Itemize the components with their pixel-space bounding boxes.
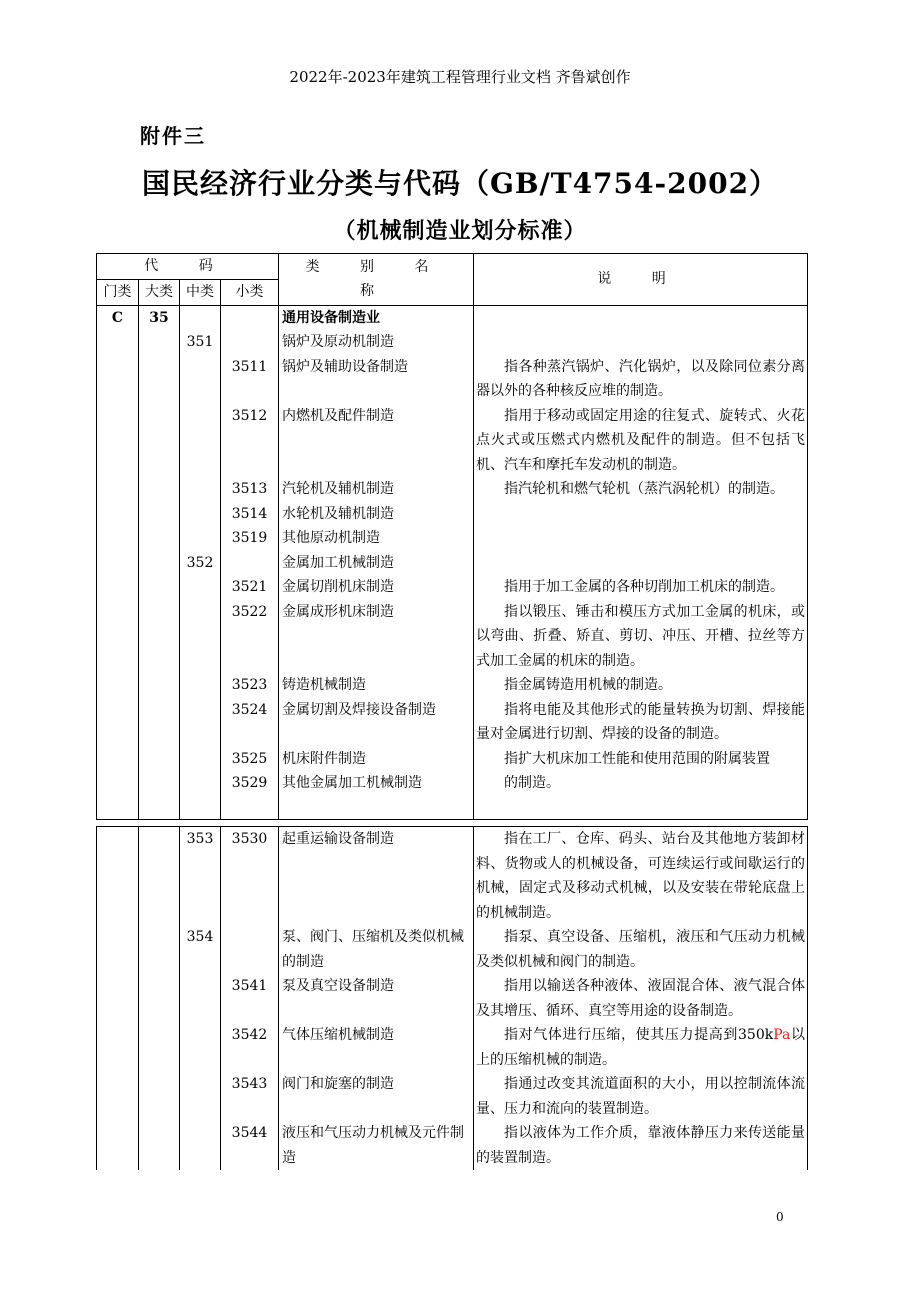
category-name-cell: 汽轮机及辅机制造 <box>279 477 474 502</box>
description-cell: 指以液体为工作介质，靠液体静压力来传送能量的装置制造。 <box>474 1121 808 1170</box>
code-zhong-cell <box>180 404 221 478</box>
category-name-cell: 气体压缩机械制造 <box>279 1023 474 1072</box>
table-row <box>97 355 808 404</box>
category-name-header: 类 别 名 称 <box>279 254 474 306</box>
code-da-cell <box>139 551 180 576</box>
table-row <box>97 477 808 502</box>
table-row <box>97 551 808 576</box>
code-xiao-cell: 3541 <box>221 974 279 1023</box>
code-men-cell <box>97 502 139 527</box>
description-cell: 指以锻压、锤击和模压方式加工金属的机床，或以弯曲、折叠、矫直、剪切、冲压、开槽、拉丝等方式加工金属的机床的制造。 <box>474 600 808 674</box>
code-xiao-cell: 3523 <box>221 673 279 698</box>
code-da-cell <box>139 330 180 355</box>
table-row <box>97 575 808 600</box>
description-cell: 指用以输送各种液体、液固混合体、液气混合体及其增压、循环、真空等用途的设备制造。 <box>474 974 808 1023</box>
category-name-cell: 泵及真空设备制造 <box>279 974 474 1023</box>
code-zhong-cell <box>180 1023 221 1072</box>
da-header: 大类 <box>139 279 180 305</box>
category-name-cell: 内燃机及配件制造 <box>279 404 474 478</box>
code-zhong-cell <box>180 526 221 551</box>
code-da-cell <box>139 974 180 1023</box>
description-cell <box>474 526 808 551</box>
code-xiao-cell: 3529 <box>221 771 279 796</box>
table-row <box>97 747 808 772</box>
category-name-cell: 其他金属加工机械制造 <box>279 771 474 796</box>
code-zhong-cell <box>180 673 221 698</box>
table-row <box>97 600 808 674</box>
code-men-cell <box>97 575 139 600</box>
table-row <box>97 925 808 974</box>
code-xiao-cell <box>221 305 279 330</box>
code-men-cell <box>97 1072 139 1121</box>
description-cell <box>474 502 808 527</box>
description-cell: 指泵、真空设备、压缩机，液压和气压动力机械及类似机械和阀门的制造。 <box>474 925 808 974</box>
code-xiao-cell: 3524 <box>221 698 279 747</box>
table-row <box>97 502 808 527</box>
xiao-header: 小类 <box>221 279 279 305</box>
code-zhong-cell <box>180 575 221 600</box>
table-body-part2 <box>97 827 808 1171</box>
code-da-cell <box>139 771 180 796</box>
code-men-cell <box>97 771 139 796</box>
code-header: 代 码 <box>97 254 279 280</box>
code-xiao-cell: 3543 <box>221 1072 279 1121</box>
document-title: 国民经济行业分类与代码（GB/T4754-2002） <box>141 167 779 200</box>
classification-table-part1 <box>96 253 808 820</box>
code-zhong-cell <box>180 477 221 502</box>
category-name-cell: 水轮机及辅机制造 <box>279 502 474 527</box>
code-men-cell <box>97 404 139 478</box>
description-cell: 指将电能及其他形式的能量转换为切割、焊接能量对金属进行切割、焊接的设备的制造。 <box>474 698 808 747</box>
code-zhong-cell: 353 <box>180 827 221 926</box>
code-men-cell <box>97 925 139 974</box>
code-zhong-cell: 351 <box>180 330 221 355</box>
page-number: 0 <box>776 1210 784 1224</box>
document-subtitle: （机械制造业划分标准） <box>333 218 587 244</box>
code-da-cell: 35 <box>139 305 180 330</box>
code-da-cell <box>139 925 180 974</box>
code-men-cell <box>97 477 139 502</box>
description-cell: 指用于移动或固定用途的往复式、旋转式、火花点火式或压燃式内燃机及配件的制造。但不包括飞机、汽车和摩托车发动机的制造。 <box>474 404 808 478</box>
code-xiao-cell: 3519 <box>221 526 279 551</box>
pressure-unit: Pa <box>773 1027 791 1043</box>
code-zhong-cell: 354 <box>180 925 221 974</box>
category-name-cell: 金属加工机械制造 <box>279 551 474 576</box>
code-da-cell <box>139 698 180 747</box>
code-xiao-cell <box>221 925 279 974</box>
category-name-cell: 锅炉及辅助设备制造 <box>279 355 474 404</box>
description-cell: 指用于加工金属的各种切削加工机床的制造。 <box>474 575 808 600</box>
category-name-cell: 泵、阀门、压缩机及类似机械的制造 <box>279 925 474 974</box>
description-cell: 指扩大机床加工性能和使用范围的附属装置 <box>474 747 808 772</box>
category-name-cell: 锅炉及原动机制造 <box>279 330 474 355</box>
code-da-cell <box>139 673 180 698</box>
code-zhong-cell <box>180 698 221 747</box>
code-da-cell <box>139 827 180 926</box>
description-cell: 的制造。 <box>474 771 808 796</box>
code-da-cell <box>139 404 180 478</box>
description-cell: 指各种蒸汽锅炉、汽化锅炉，以及除同位素分离器以外的各种核反应堆的制造。 <box>474 355 808 404</box>
code-men-cell <box>97 330 139 355</box>
table-body-part1 <box>97 305 808 820</box>
description-cell: 指对气体进行压缩，使其压力提高到350kPa以上的压缩机械的制造。 <box>474 1023 808 1072</box>
category-name-cell: 金属切削机床制造 <box>279 575 474 600</box>
code-men-cell <box>97 355 139 404</box>
code-xiao-cell <box>221 330 279 355</box>
table-row <box>97 974 808 1023</box>
code-zhong-cell <box>180 771 221 796</box>
code-zhong-cell <box>180 502 221 527</box>
table-row <box>97 330 808 355</box>
code-xiao-cell: 3544 <box>221 1121 279 1170</box>
code-men-cell <box>97 974 139 1023</box>
code-men-cell <box>97 526 139 551</box>
zhong-header: 中类 <box>180 279 221 305</box>
code-da-cell <box>139 526 180 551</box>
code-xiao-cell: 3530 <box>221 827 279 926</box>
code-men-cell <box>97 600 139 674</box>
category-name-cell: 液压和气压动力机械及元件制造 <box>279 1121 474 1170</box>
code-da-cell <box>139 355 180 404</box>
code-xiao-cell: 3513 <box>221 477 279 502</box>
code-xiao-cell: 3514 <box>221 502 279 527</box>
code-da-cell <box>139 600 180 674</box>
table-row <box>97 404 808 478</box>
code-zhong-cell <box>180 747 221 772</box>
code-xiao-cell: 3512 <box>221 404 279 478</box>
code-xiao-cell: 3525 <box>221 747 279 772</box>
category-name-cell: 起重运输设备制造 <box>279 827 474 926</box>
description-cell: 指通过改变其流道面积的大小，用以控制流体流量、压力和流向的装置制造。 <box>474 1072 808 1121</box>
category-name-cell: 机床附件制造 <box>279 747 474 772</box>
description-header: 说 明 <box>474 254 808 306</box>
code-xiao-cell: 3542 <box>221 1023 279 1072</box>
code-xiao-cell: 3521 <box>221 575 279 600</box>
code-zhong-cell: 352 <box>180 551 221 576</box>
code-zhong-cell <box>180 355 221 404</box>
table-row <box>97 526 808 551</box>
table-row <box>97 305 808 330</box>
description-cell <box>474 330 808 355</box>
code-men-cell <box>97 673 139 698</box>
table-row <box>97 771 808 796</box>
description-cell <box>474 305 808 330</box>
code-da-cell <box>139 1072 180 1121</box>
table-row <box>97 1023 808 1072</box>
code-men-cell <box>97 1121 139 1170</box>
code-zhong-cell <box>180 974 221 1023</box>
code-zhong-cell <box>180 600 221 674</box>
code-men-cell: C <box>97 305 139 330</box>
attachment-label: 附件三 <box>140 124 206 148</box>
code-da-cell <box>139 477 180 502</box>
category-name-cell: 金属成形机床制造 <box>279 600 474 674</box>
code-men-cell <box>97 827 139 926</box>
code-xiao-cell <box>221 551 279 576</box>
code-zhong-cell <box>180 1121 221 1170</box>
code-da-cell <box>139 575 180 600</box>
code-xiao-cell: 3522 <box>221 600 279 674</box>
category-name-cell: 其他原动机制造 <box>279 526 474 551</box>
table-row <box>97 1072 808 1121</box>
description-cell: 指在工厂、仓库、码头、站台及其他地方装卸材料、货物或人的机械设备，可连续运行或间歇运行的机械，固定式及移动式机械，以及安装在带轮底盘上的机械制造。 <box>474 827 808 926</box>
code-da-cell <box>139 1023 180 1072</box>
code-men-cell <box>97 698 139 747</box>
category-name-cell: 铸造机械制造 <box>279 673 474 698</box>
description-cell: 指汽轮机和燃气轮机（蒸汽涡轮机）的制造。 <box>474 477 808 502</box>
description-cell: 指金属铸造用机械的制造。 <box>474 673 808 698</box>
classification-table-part2 <box>96 826 808 1170</box>
category-name-cell: 金属切割及焊接设备制造 <box>279 698 474 747</box>
code-da-cell <box>139 502 180 527</box>
code-da-cell <box>139 747 180 772</box>
table-row <box>97 673 808 698</box>
men-header: 门类 <box>97 279 139 305</box>
code-da-cell <box>139 1121 180 1170</box>
description-cell <box>474 551 808 576</box>
category-name-cell: 阀门和旋塞的制造 <box>279 1072 474 1121</box>
category-name-cell: 通用设备制造业 <box>279 305 474 330</box>
page-header: 2022年-2023年建筑工程管理行业文档 齐鲁斌创作 <box>289 68 631 86</box>
code-men-cell <box>97 1023 139 1072</box>
table-row <box>97 1121 808 1170</box>
code-men-cell <box>97 551 139 576</box>
code-men-cell <box>97 747 139 772</box>
code-zhong-cell <box>180 1072 221 1121</box>
code-zhong-cell <box>180 305 221 330</box>
table-row <box>97 827 808 926</box>
code-xiao-cell: 3511 <box>221 355 279 404</box>
table-row <box>97 698 808 747</box>
